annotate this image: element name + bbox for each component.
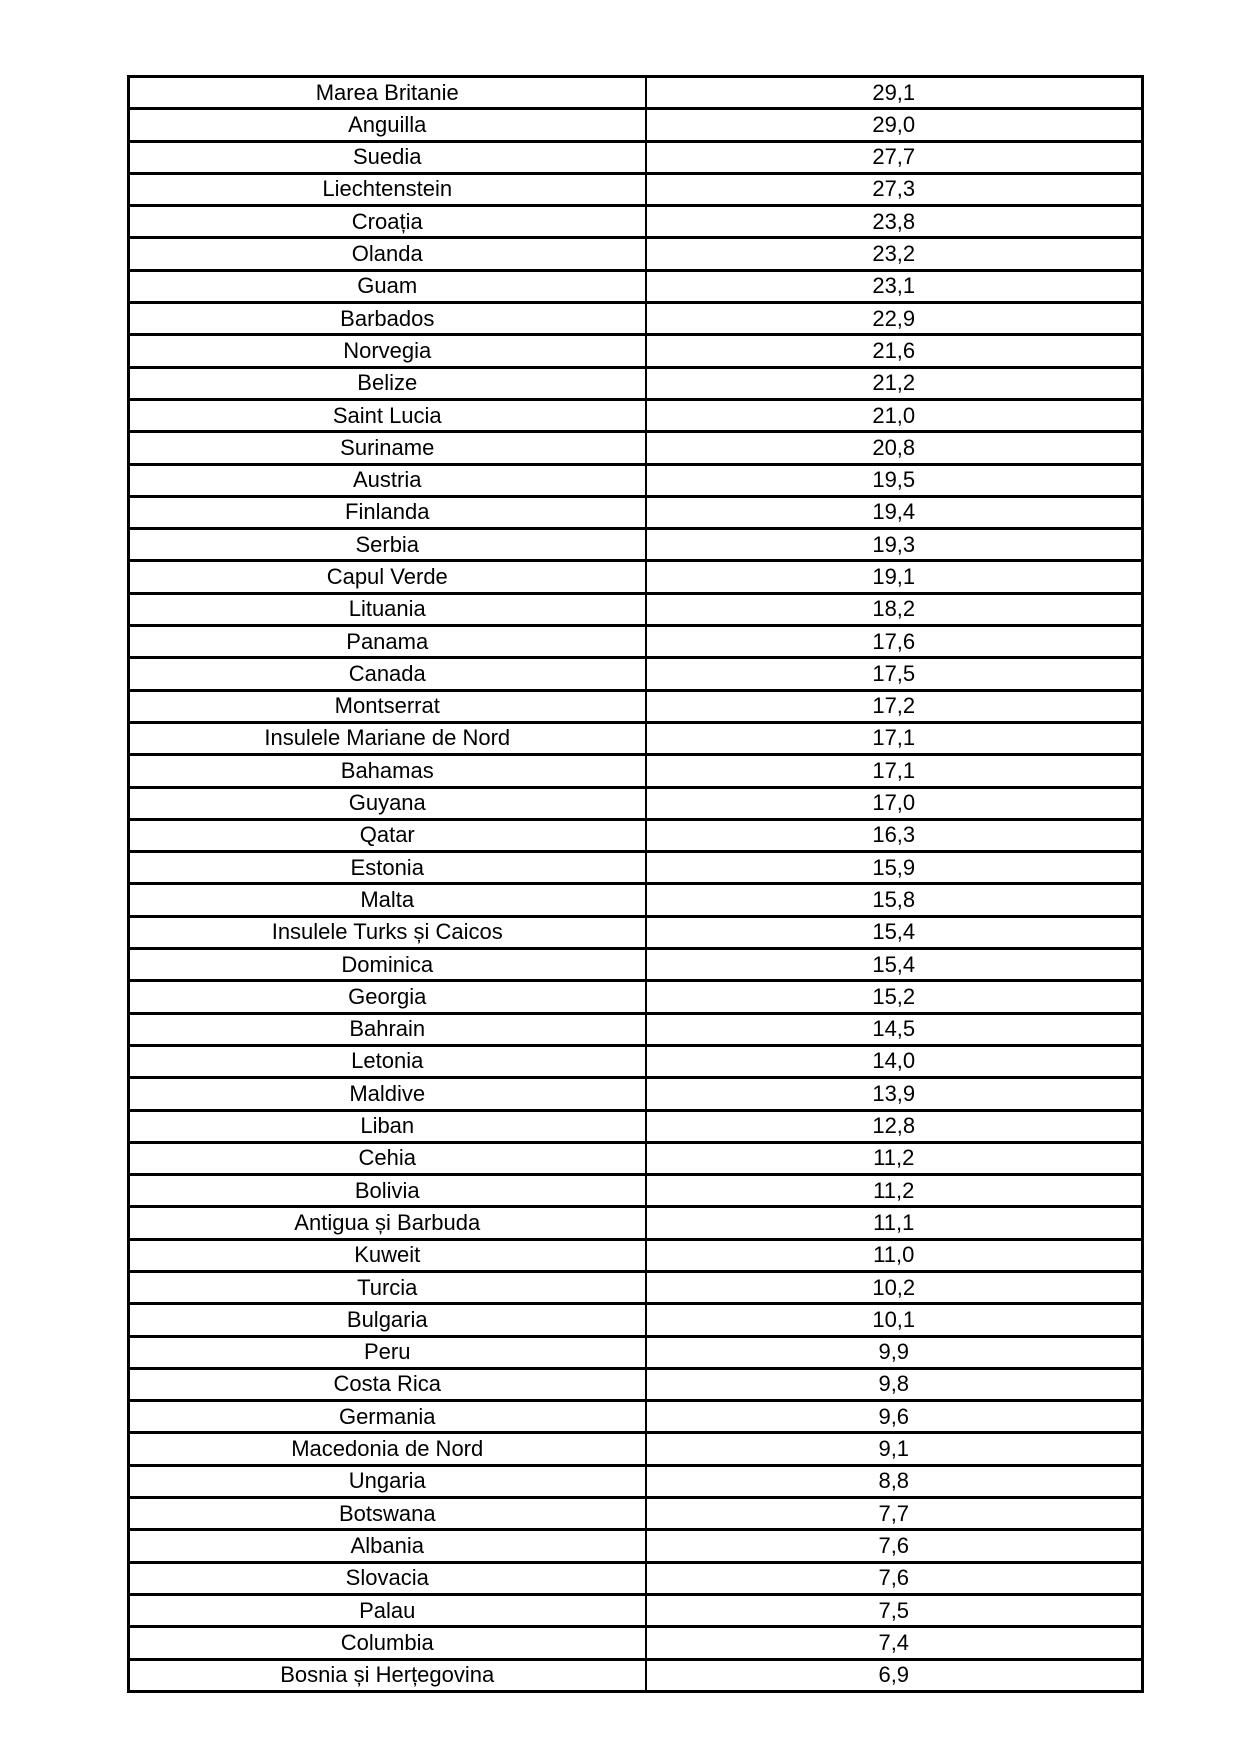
country-cell: Antigua și Barbuda — [129, 1207, 646, 1239]
value-cell: 10,1 — [646, 1304, 1143, 1336]
value-cell: 27,3 — [646, 173, 1143, 205]
country-cell: Turcia — [129, 1271, 646, 1303]
country-cell: Austria — [129, 464, 646, 496]
table-row — [129, 884, 1143, 916]
value-cell: 14,5 — [646, 1013, 1143, 1045]
value-cell: 23,1 — [646, 270, 1143, 302]
table-row — [129, 238, 1143, 270]
table-row — [129, 173, 1143, 205]
country-cell: Insulele Turks și Caicos — [129, 916, 646, 948]
table-row — [129, 1336, 1143, 1368]
table-row — [129, 787, 1143, 819]
table-row — [129, 1530, 1143, 1562]
country-cell: Lituania — [129, 593, 646, 625]
country-cell: Norvegia — [129, 335, 646, 367]
value-cell: 7,7 — [646, 1498, 1143, 1530]
value-cell: 11,1 — [646, 1207, 1143, 1239]
country-cell: Peru — [129, 1336, 646, 1368]
table-row — [129, 432, 1143, 464]
value-cell: 17,1 — [646, 755, 1143, 787]
value-cell: 21,6 — [646, 335, 1143, 367]
value-cell: 20,8 — [646, 432, 1143, 464]
table-row — [129, 981, 1143, 1013]
table-row — [129, 1465, 1143, 1497]
table-row — [129, 916, 1143, 948]
country-cell: Bolivia — [129, 1175, 646, 1207]
table-row — [129, 722, 1143, 754]
country-cell: Botswana — [129, 1498, 646, 1530]
table-row — [129, 593, 1143, 625]
value-cell: 17,6 — [646, 626, 1143, 658]
table-row — [129, 399, 1143, 431]
table-row — [129, 1401, 1143, 1433]
table-row — [129, 367, 1143, 399]
country-cell: Anguilla — [129, 109, 646, 141]
value-cell: 9,8 — [646, 1368, 1143, 1400]
country-cell: Albania — [129, 1530, 646, 1562]
value-cell: 8,8 — [646, 1465, 1143, 1497]
value-cell: 27,7 — [646, 141, 1143, 173]
country-cell: Barbados — [129, 303, 646, 335]
value-cell: 21,2 — [646, 367, 1143, 399]
country-cell: Palau — [129, 1594, 646, 1626]
value-cell: 19,4 — [646, 496, 1143, 528]
value-cell: 16,3 — [646, 819, 1143, 851]
table-row — [129, 1433, 1143, 1465]
country-cell: Marea Britanie — [129, 77, 646, 109]
value-cell: 11,0 — [646, 1239, 1143, 1271]
table-row — [129, 1078, 1143, 1110]
value-cell: 7,4 — [646, 1627, 1143, 1659]
table-row — [129, 852, 1143, 884]
value-cell: 18,2 — [646, 593, 1143, 625]
table-row — [129, 626, 1143, 658]
table-row — [129, 819, 1143, 851]
value-cell: 19,5 — [646, 464, 1143, 496]
value-cell: 7,5 — [646, 1594, 1143, 1626]
country-cell: Cehia — [129, 1142, 646, 1174]
value-cell: 15,4 — [646, 949, 1143, 981]
table-row — [129, 270, 1143, 302]
country-cell: Finlanda — [129, 496, 646, 528]
table-row — [129, 1175, 1143, 1207]
country-cell: Liechtenstein — [129, 173, 646, 205]
country-cell: Montserrat — [129, 690, 646, 722]
table-row — [129, 206, 1143, 238]
table-row — [129, 335, 1143, 367]
country-cell: Qatar — [129, 819, 646, 851]
country-cell: Malta — [129, 884, 646, 916]
value-cell: 19,3 — [646, 529, 1143, 561]
table-row — [129, 496, 1143, 528]
value-cell: 29,1 — [646, 77, 1143, 109]
country-cell: Letonia — [129, 1045, 646, 1077]
value-cell: 15,9 — [646, 852, 1143, 884]
country-cell: Suriname — [129, 432, 646, 464]
table-row — [129, 464, 1143, 496]
country-cell: Slovacia — [129, 1562, 646, 1594]
table-row — [129, 141, 1143, 173]
table-row — [129, 529, 1143, 561]
value-cell: 9,1 — [646, 1433, 1143, 1465]
country-cell: Maldive — [129, 1078, 646, 1110]
country-cell: Dominica — [129, 949, 646, 981]
country-cell: Germania — [129, 1401, 646, 1433]
country-cell: Liban — [129, 1110, 646, 1142]
country-cell: Guyana — [129, 787, 646, 819]
table-row — [129, 1627, 1143, 1659]
table-row — [129, 1045, 1143, 1077]
country-cell: Croația — [129, 206, 646, 238]
value-cell: 22,9 — [646, 303, 1143, 335]
table-row — [129, 1498, 1143, 1530]
value-cell: 7,6 — [646, 1562, 1143, 1594]
country-cell: Georgia — [129, 981, 646, 1013]
table-row — [129, 1562, 1143, 1594]
country-cell: Bulgaria — [129, 1304, 646, 1336]
table-row — [129, 1594, 1143, 1626]
value-cell: 11,2 — [646, 1142, 1143, 1174]
country-cell: Serbia — [129, 529, 646, 561]
table-row — [129, 1659, 1143, 1691]
value-cell: 10,2 — [646, 1271, 1143, 1303]
country-cell: Panama — [129, 626, 646, 658]
value-cell: 17,5 — [646, 658, 1143, 690]
table-row — [129, 1110, 1143, 1142]
country-cell: Estonia — [129, 852, 646, 884]
country-cell: Macedonia de Nord — [129, 1433, 646, 1465]
table-row — [129, 1304, 1143, 1336]
table-row — [129, 690, 1143, 722]
country-cell: Suedia — [129, 141, 646, 173]
table-row — [129, 658, 1143, 690]
table-row — [129, 77, 1143, 109]
country-cell: Bahrain — [129, 1013, 646, 1045]
country-value-table — [127, 75, 1144, 1693]
value-cell: 14,0 — [646, 1045, 1143, 1077]
value-cell: 12,8 — [646, 1110, 1143, 1142]
value-cell: 17,1 — [646, 722, 1143, 754]
value-cell: 15,2 — [646, 981, 1143, 1013]
value-cell: 17,2 — [646, 690, 1143, 722]
value-cell: 11,2 — [646, 1175, 1143, 1207]
value-cell: 23,8 — [646, 206, 1143, 238]
value-cell: 19,1 — [646, 561, 1143, 593]
value-cell: 9,9 — [646, 1336, 1143, 1368]
value-cell: 21,0 — [646, 399, 1143, 431]
value-cell: 13,9 — [646, 1078, 1143, 1110]
table-row — [129, 1013, 1143, 1045]
table-row — [129, 949, 1143, 981]
table-body — [129, 77, 1143, 1692]
value-cell: 23,2 — [646, 238, 1143, 270]
country-cell: Ungaria — [129, 1465, 646, 1497]
value-cell: 15,4 — [646, 916, 1143, 948]
table-row — [129, 561, 1143, 593]
country-cell: Guam — [129, 270, 646, 302]
country-cell: Costa Rica — [129, 1368, 646, 1400]
value-cell: 29,0 — [646, 109, 1143, 141]
country-cell: Bosnia și Herțegovina — [129, 1659, 646, 1691]
country-cell: Canada — [129, 658, 646, 690]
country-cell: Insulele Mariane de Nord — [129, 722, 646, 754]
country-cell: Columbia — [129, 1627, 646, 1659]
value-cell: 9,6 — [646, 1401, 1143, 1433]
country-cell: Belize — [129, 367, 646, 399]
value-cell: 6,9 — [646, 1659, 1143, 1691]
table-row — [129, 1271, 1143, 1303]
value-cell: 7,6 — [646, 1530, 1143, 1562]
table-row — [129, 109, 1143, 141]
table-row — [129, 755, 1143, 787]
table-row — [129, 1239, 1143, 1271]
value-cell: 17,0 — [646, 787, 1143, 819]
country-cell: Olanda — [129, 238, 646, 270]
value-cell: 15,8 — [646, 884, 1143, 916]
table-row — [129, 1368, 1143, 1400]
country-cell: Saint Lucia — [129, 399, 646, 431]
country-cell: Capul Verde — [129, 561, 646, 593]
table-row — [129, 303, 1143, 335]
table-row — [129, 1142, 1143, 1174]
country-cell: Kuweit — [129, 1239, 646, 1271]
country-cell: Bahamas — [129, 755, 646, 787]
table-row — [129, 1207, 1143, 1239]
